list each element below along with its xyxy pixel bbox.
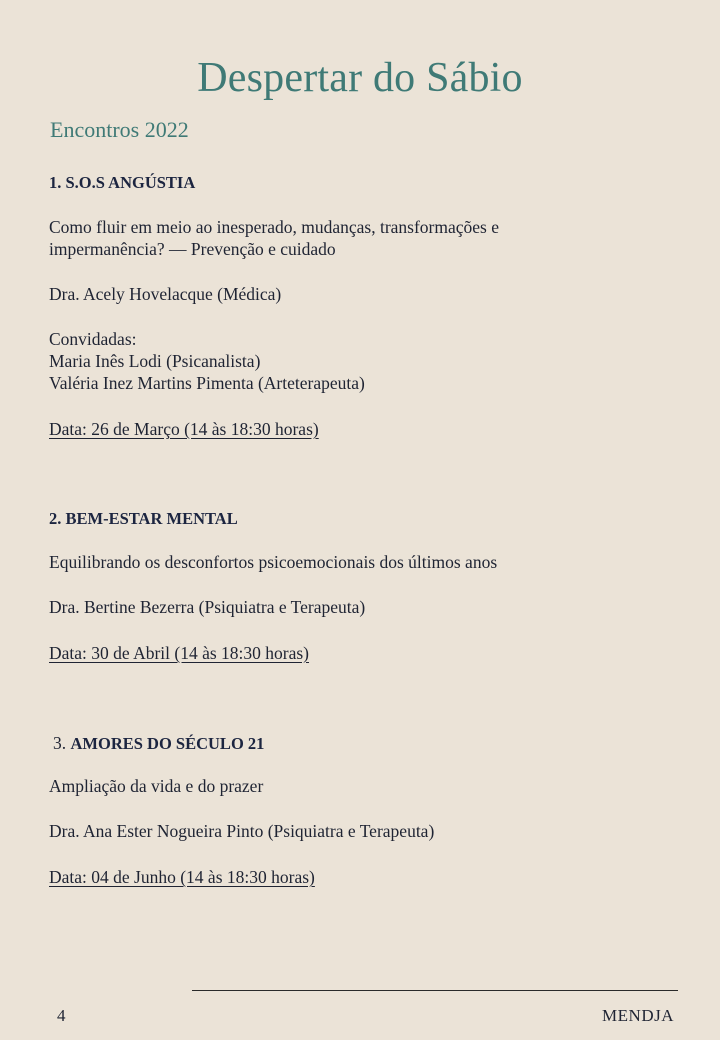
section-3-heading: AMORES DO SÉCULO 21 bbox=[70, 734, 265, 753]
section-2-date: Data: 30 de Abril (14 às 18:30 horas) bbox=[49, 643, 310, 663]
section-3-speaker: Dra. Ana Ester Nogueira Pinto (Psiquiatra e Terapeuta) bbox=[49, 821, 435, 841]
section-1-description-line-1: Como fluir em meio ao inesperado, mudanças, transformações e bbox=[49, 217, 499, 237]
section-1-speaker: Dra. Acely Hovelacque (Médica) bbox=[49, 284, 282, 304]
section-1-guests-label: Convidadas: bbox=[49, 329, 137, 349]
section-3-description: Ampliação da vida e do prazer bbox=[49, 776, 264, 796]
section-1-description-line-2: impermanência? — Prevenção e cuidado bbox=[49, 239, 336, 259]
section-1-guest-2: Valéria Inez Martins Pimenta (Arteterapeuta) bbox=[49, 373, 365, 393]
footer-divider bbox=[192, 990, 678, 991]
section-1-heading: 1. S.O.S ANGÚSTIA bbox=[49, 173, 196, 192]
section-1-guest-1: Maria Inês Lodi (Psicanalista) bbox=[49, 351, 261, 371]
section-3-date: Data: 04 de Junho (14 às 18:30 horas) bbox=[49, 867, 315, 887]
page-subtitle: Encontros 2022 bbox=[50, 117, 189, 142]
section-2-description: Equilibrando os desconfortos psicoemocionais dos últimos anos bbox=[49, 552, 498, 572]
footer-brand: MENDJA bbox=[602, 1006, 674, 1025]
section-3-heading-number: 3. bbox=[53, 733, 67, 753]
page-title: Despertar do Sábio bbox=[197, 55, 523, 101]
section-2-heading: 2. BEM-ESTAR MENTAL bbox=[49, 509, 238, 528]
section-2-speaker: Dra. Bertine Bezerra (Psiquiatra e Terapeuta) bbox=[49, 597, 366, 617]
section-1-date: Data: 26 de Março (14 às 18:30 horas) bbox=[49, 419, 319, 439]
section-3-heading-row bbox=[53, 732, 264, 755]
page-number: 4 bbox=[57, 1006, 66, 1025]
